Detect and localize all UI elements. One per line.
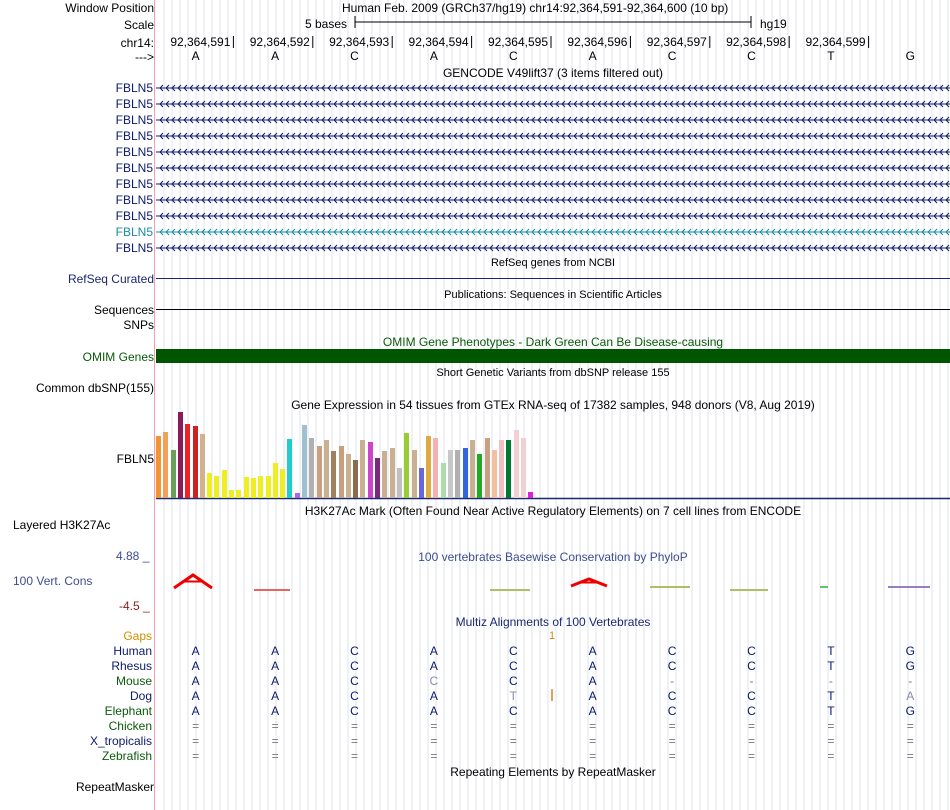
aligned-base: C <box>508 644 518 658</box>
phylop-max-label: 4.88 _ <box>116 549 150 563</box>
gtex-tissue-bar[interactable] <box>200 434 205 498</box>
aligned-base: - <box>670 674 675 688</box>
aligned-base: = <box>747 734 755 748</box>
omim-track-label[interactable]: OMIM Genes <box>82 350 154 364</box>
h3k27ac-track-label[interactable]: Layered H3K27Ac <box>13 518 111 532</box>
aligned-base: T <box>509 689 517 703</box>
aligned-base: = <box>350 734 358 748</box>
aligned-base: C <box>747 659 756 673</box>
scale-label: Scale <box>123 18 154 32</box>
multiz-track-title: Multiz Alignments of 100 Vertebrates <box>455 615 651 629</box>
aligned-base: = <box>192 719 200 733</box>
aligned-base: C <box>508 659 518 673</box>
gtex-tissue-bar[interactable] <box>506 440 511 498</box>
species-label: Dog <box>129 689 152 703</box>
ruler-position: 92,364,598 <box>726 35 787 49</box>
gtex-tissue-bar[interactable] <box>375 458 380 498</box>
gencode-gene-label[interactable]: FBLN5 <box>115 241 153 255</box>
gtex-tissue-bar[interactable] <box>171 450 176 498</box>
phylop-min-label: -4.5 _ <box>119 599 150 613</box>
assembly-label: hg19 <box>760 17 787 31</box>
aligned-base: = <box>192 749 200 763</box>
reference-base: C <box>747 49 756 63</box>
aligned-base: = <box>350 749 358 763</box>
reference-base: C <box>667 49 677 63</box>
gtex-tissue-bar[interactable] <box>251 478 256 498</box>
gtex-tissue-bar[interactable] <box>229 490 234 498</box>
gtex-tissue-bar[interactable] <box>331 451 336 498</box>
aligned-base: C <box>667 689 677 703</box>
gtex-tissue-bar[interactable] <box>280 469 285 498</box>
gtex-tissue-bar[interactable] <box>258 476 263 498</box>
aligned-base: A <box>271 704 280 718</box>
gtex-tissue-bar[interactable] <box>470 440 475 498</box>
repeatmasker-track-title: Repeating Elements by RepeatMasker <box>450 765 656 779</box>
ruler-position: 92,364,597 <box>646 35 707 49</box>
aligned-base: = <box>668 719 676 733</box>
aligned-base: T <box>827 644 835 658</box>
aligned-base: = <box>509 719 517 733</box>
gaps-label: Gaps <box>123 629 152 643</box>
window-position-value: Human Feb. 2009 (GRCh37/hg19) chr14:92,364,591-92,364,600 (10 bp) <box>342 1 729 15</box>
aligned-base: G <box>905 644 915 658</box>
gtex-tissue-bar[interactable] <box>368 442 373 498</box>
gtex-track-title: Gene Expression in 54 tissues from GTEx RNA-seq of 17382 samples, 948 donors (V8, Aug 2019) <box>291 398 815 412</box>
aligned-base: A <box>588 674 597 688</box>
gtex-tissue-bar[interactable] <box>404 433 409 498</box>
aligned-base: = <box>827 749 835 763</box>
reference-base: A <box>271 49 280 63</box>
omim-feature-bar[interactable] <box>156 349 950 363</box>
aligned-base: = <box>906 734 914 748</box>
publications-track-label[interactable]: Sequences <box>93 303 154 317</box>
aligned-base: = <box>430 749 438 763</box>
gtex-tissue-bar[interactable] <box>426 436 431 498</box>
phylop-track-title: 100 vertebrates Basewise Conservation by PhyloP <box>418 550 688 564</box>
gtex-tissue-bar[interactable] <box>346 454 351 498</box>
aligned-base: A <box>906 689 915 703</box>
aligned-base: C <box>350 644 359 658</box>
aligned-base: = <box>430 719 438 733</box>
gtex-tissue-bar[interactable] <box>163 432 168 498</box>
ruler-position: 92,364,594 <box>408 35 469 49</box>
gtex-tissue-bar[interactable] <box>433 438 438 498</box>
aligned-base: G <box>905 704 915 718</box>
chrom-label: chr14: <box>120 36 154 50</box>
ruler-position: 92,364,591 <box>170 35 231 49</box>
gtex-tissue-bar[interactable] <box>287 439 292 498</box>
aligned-base: A <box>588 659 597 673</box>
strand-label: ---> <box>135 50 154 64</box>
gap-marker: 1 <box>549 630 556 642</box>
gencode-track-title: GENCODE V49lift37 (3 items filtered out) <box>442 66 664 80</box>
aligned-base: A <box>191 689 200 703</box>
gencode-gene-label[interactable]: FBLN5 <box>115 177 153 191</box>
aligned-base: = <box>589 719 597 733</box>
reference-base: C <box>508 49 518 63</box>
aligned-base: - <box>828 674 833 688</box>
ruler-position: 92,364,592 <box>249 35 310 49</box>
aligned-base: C <box>747 704 756 718</box>
aligned-base: = <box>589 749 597 763</box>
gtex-tissue-bar[interactable] <box>412 450 417 498</box>
aligned-base: = <box>192 734 200 748</box>
aligned-base: A <box>191 674 200 688</box>
window-position-label: Window Position <box>65 1 154 15</box>
aligned-base: - <box>749 674 754 688</box>
aligned-base: C <box>667 659 677 673</box>
reference-base: C <box>350 49 359 63</box>
aligned-base: C <box>508 704 518 718</box>
gtex-tissue-bar[interactable] <box>339 446 344 498</box>
gencode-gene-label[interactable]: FBLN5 <box>115 161 153 175</box>
gtex-tissue-bar[interactable] <box>244 477 249 498</box>
gtex-tissue-bar[interactable] <box>302 425 307 498</box>
refseq-track-label[interactable]: RefSeq Curated <box>67 272 154 286</box>
aligned-base: C <box>350 674 359 688</box>
dbsnp-track-label[interactable]: Common dbSNP(155) <box>35 381 154 395</box>
repeatmasker-track-label[interactable]: RepeatMasker <box>75 780 154 794</box>
aligned-base: A <box>271 644 280 658</box>
aligned-base: A <box>429 659 438 673</box>
species-label: X_tropicalis <box>89 734 152 748</box>
gtex-tissue-bar[interactable] <box>360 440 365 498</box>
gencode-gene-label[interactable]: FBLN5 <box>115 113 153 127</box>
aligned-base: C <box>350 704 359 718</box>
aligned-base: A <box>191 644 200 658</box>
gtex-track-label[interactable]: FBLN5 <box>116 452 154 466</box>
phylop-track-label[interactable]: 100 Vert. Cons <box>13 574 93 588</box>
species-label: Mouse <box>115 674 152 688</box>
gtex-tissue-bar[interactable] <box>185 424 190 498</box>
refseq-track-title: RefSeq genes from NCBI <box>490 257 616 269</box>
gencode-gene-label[interactable]: FBLN5 <box>115 193 153 207</box>
gtex-tissue-bar[interactable] <box>222 470 227 498</box>
aligned-base: = <box>668 749 676 763</box>
reference-base: T <box>827 49 835 63</box>
aligned-base: C <box>350 689 359 703</box>
gencode-gene-label[interactable]: FBLN5 <box>115 81 153 95</box>
aligned-base: G <box>905 659 915 673</box>
aligned-base: A <box>271 659 280 673</box>
gtex-tissue-bar[interactable] <box>353 460 358 498</box>
gtex-tissue-bar[interactable] <box>477 454 482 498</box>
aligned-base: = <box>668 734 676 748</box>
scale-text: 5 bases <box>305 17 348 31</box>
aligned-base: C <box>667 704 677 718</box>
gencode-gene-label[interactable]: FBLN5 <box>115 209 153 223</box>
aligned-base: = <box>350 719 358 733</box>
aligned-base: C <box>429 674 439 688</box>
gtex-tissue-bar[interactable] <box>455 450 460 498</box>
aligned-base: C <box>508 674 518 688</box>
aligned-base: A <box>271 689 280 703</box>
gtex-tissue-bar[interactable] <box>492 450 497 498</box>
aligned-base: C <box>667 644 677 658</box>
dbsnp-track-title: Short Genetic Variants from dbSNP release 155 <box>436 367 670 379</box>
aligned-base: A <box>588 644 597 658</box>
gencode-gene-label[interactable]: FBLN5 <box>115 225 153 239</box>
aligned-base: A <box>429 704 438 718</box>
ruler-position: 92,364,595 <box>487 35 548 49</box>
gtex-tissue-bar[interactable] <box>193 426 198 498</box>
gtex-tissue-bar[interactable] <box>236 490 241 498</box>
gtex-tissue-bar[interactable] <box>295 493 300 498</box>
aligned-base: = <box>747 719 755 733</box>
gtex-tissue-bar[interactable] <box>528 492 533 498</box>
aligned-base: = <box>430 734 438 748</box>
reference-base: A <box>429 49 438 63</box>
aligned-base: = <box>906 749 914 763</box>
gtex-tissue-bar[interactable] <box>207 473 212 498</box>
aligned-base: A <box>429 689 438 703</box>
ruler-position: 92,364,593 <box>329 35 390 49</box>
gtex-tissue-bar[interactable] <box>441 463 446 498</box>
gencode-gene-label[interactable]: FBLN5 <box>115 129 153 143</box>
gtex-tissue-bar[interactable] <box>463 448 468 498</box>
species-label: Rhesus <box>111 659 152 673</box>
gtex-tissue-bar[interactable] <box>309 438 314 498</box>
aligned-base: C <box>747 644 756 658</box>
gtex-tissue-bar[interactable] <box>397 468 402 498</box>
aligned-base: - <box>908 674 913 688</box>
h3k27ac-track-title: H3K27Ac Mark (Often Found Near Active Regulatory Elements) on 7 cell lines from ENCODE <box>304 504 802 518</box>
gtex-tissue-bar[interactable] <box>266 476 271 498</box>
aligned-base: = <box>906 719 914 733</box>
aligned-base: = <box>589 734 597 748</box>
aligned-base: = <box>509 734 517 748</box>
ruler-position: 92,364,596 <box>567 35 628 49</box>
aligned-base: T <box>827 689 835 703</box>
aligned-base: A <box>191 704 200 718</box>
aligned-base: T <box>827 704 835 718</box>
ruler-position: 92,364,599 <box>805 35 866 49</box>
gtex-tissue-bar[interactable] <box>485 438 490 498</box>
snps-track-label[interactable]: SNPs <box>123 318 154 332</box>
gtex-tissue-bar[interactable] <box>178 412 183 498</box>
gtex-tissue-bar[interactable] <box>382 451 387 498</box>
gtex-bar-chart[interactable] <box>156 412 536 498</box>
aligned-base: C <box>350 659 359 673</box>
gtex-tissue-bar[interactable] <box>156 436 161 498</box>
aligned-base: = <box>747 749 755 763</box>
aligned-base: = <box>827 734 835 748</box>
gencode-gene-label[interactable]: FBLN5 <box>115 97 153 111</box>
gtex-tissue-bar[interactable] <box>324 440 329 498</box>
aligned-base: = <box>271 734 279 748</box>
gtex-tissue-bar[interactable] <box>514 430 519 498</box>
gtex-tissue-bar[interactable] <box>521 438 526 498</box>
reference-base: A <box>588 49 597 63</box>
aligned-base: = <box>271 749 279 763</box>
aligned-base: A <box>588 704 597 718</box>
aligned-base: A <box>191 659 200 673</box>
gtex-tissue-bar[interactable] <box>499 440 504 498</box>
aligned-base: A <box>271 674 280 688</box>
species-label: Zebrafish <box>101 749 152 763</box>
aligned-base: = <box>827 719 835 733</box>
aligned-base: A <box>429 644 438 658</box>
reference-base: G <box>905 49 915 63</box>
aligned-base: = <box>271 719 279 733</box>
gtex-tissue-bar[interactable] <box>448 450 453 498</box>
aligned-base: T <box>827 659 835 673</box>
gtex-tissue-bar[interactable] <box>273 463 278 498</box>
gtex-tissue-bar[interactable] <box>390 448 395 498</box>
aligned-base: C <box>747 689 756 703</box>
reference-base: A <box>191 49 200 63</box>
gtex-tissue-bar[interactable] <box>214 476 219 498</box>
gencode-gene-label[interactable]: FBLN5 <box>115 145 153 159</box>
species-label: Human <box>113 644 152 658</box>
aligned-base: = <box>509 749 517 763</box>
species-label: Chicken <box>108 719 152 733</box>
gtex-tissue-bar[interactable] <box>317 446 322 498</box>
aligned-base: A <box>588 689 597 703</box>
publications-track-title: Publications: Sequences in Scientific Articles <box>444 289 662 301</box>
gtex-tissue-bar[interactable] <box>419 468 424 498</box>
omim-track-title: OMIM Gene Phenotypes - Dark Green Can Be Disease-causing <box>382 335 724 349</box>
species-label: Elephant <box>104 704 152 718</box>
